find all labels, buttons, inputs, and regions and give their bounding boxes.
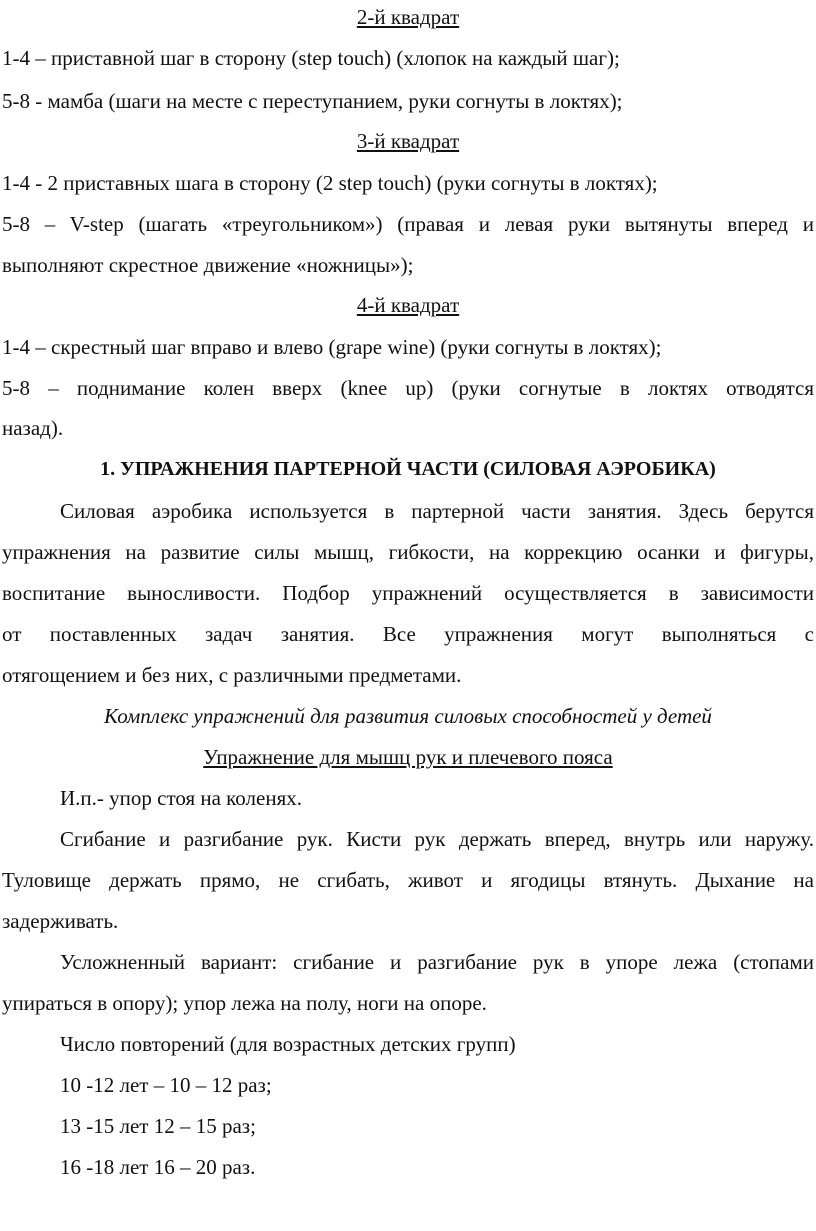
text-line: 5-8 – V-step (шагать «треугольником») (правая и левая руки вытянуты вперед и [2, 212, 814, 236]
chapter-heading: 1. УПРАЖНЕНИЯ ПАРТЕРНОЙ ЧАСТИ (СИЛОВАЯ АЭРОБИКА) [100, 458, 716, 480]
reps-item: 10 -12 лет – 10 – 12 раз; [60, 1073, 272, 1097]
heading-square-3: 3-й квадрат [356, 129, 460, 153]
paragraph-line: задерживать. [2, 909, 119, 933]
text-line: 5-8 – поднимание колен вверх (knee up) (руки согнутые в локтях отводятся [2, 376, 814, 400]
heading-square-2: 2-й квадрат [356, 5, 460, 29]
paragraph-line: упражнения на развитие силы мышц, гибкости, на коррекцию осанки и фигуры, [2, 540, 814, 564]
reps-item: 13 -15 лет 12 – 15 раз; [60, 1114, 256, 1138]
text-line: 1-4 – приставной шаг в сторону (step touch) (хлопок на каждый шаг); [2, 46, 620, 70]
complex-title: Комплекс упражнений для развития силовых способностей у детей [104, 704, 712, 728]
paragraph-line: Туловище держать прямо, не сгибать, живот и ягодицы втянуть. Дыхание на [2, 868, 814, 892]
paragraph-line: воспитание выносливости. Подбор упражнений осуществляется в зависимости [2, 581, 814, 605]
paragraph-line: Сгибание и разгибание рук. Кисти рук держать вперед, внутрь или наружу. [60, 827, 814, 851]
text-line: выполняют скрестное движение «ножницы»); [2, 253, 414, 277]
text-line: назад). [2, 416, 64, 440]
paragraph-line: Усложненный вариант: сгибание и разгибание рук в упоре лежа (стопами [60, 950, 814, 974]
start-position: И.п.- упор стоя на коленях. [60, 786, 302, 810]
exercise-title: Упражнение для мышц рук и плечевого пояса [203, 745, 613, 769]
text-line: 5-8 - мамба (шаги на месте с переступанием, руки согнуты в локтях); [2, 89, 623, 113]
paragraph-line: от поставленных задач занятия. Все упражнения могут выполняться с [2, 622, 814, 646]
text-line: 1-4 – скрестный шаг вправо и влево (grape wine) (руки согнуты в локтях); [2, 335, 662, 359]
text-line: 1-4 - 2 приставных шага в сторону (2 step touch) (руки согнуты в локтях); [2, 171, 658, 195]
paragraph-line: отягощением и без них, с различными предметами. [2, 663, 462, 687]
heading-square-4: 4-й квадрат [356, 293, 460, 317]
reps-title: Число повторений (для возрастных детских групп) [60, 1032, 516, 1056]
paragraph-line: упираться в опору); упор лежа на полу, ноги на опоре. [2, 991, 487, 1015]
reps-item: 16 -18 лет 16 – 20 раз. [60, 1155, 256, 1179]
paragraph-line: Силовая аэробика используется в партерной части занятия. Здесь берутся [60, 499, 814, 523]
